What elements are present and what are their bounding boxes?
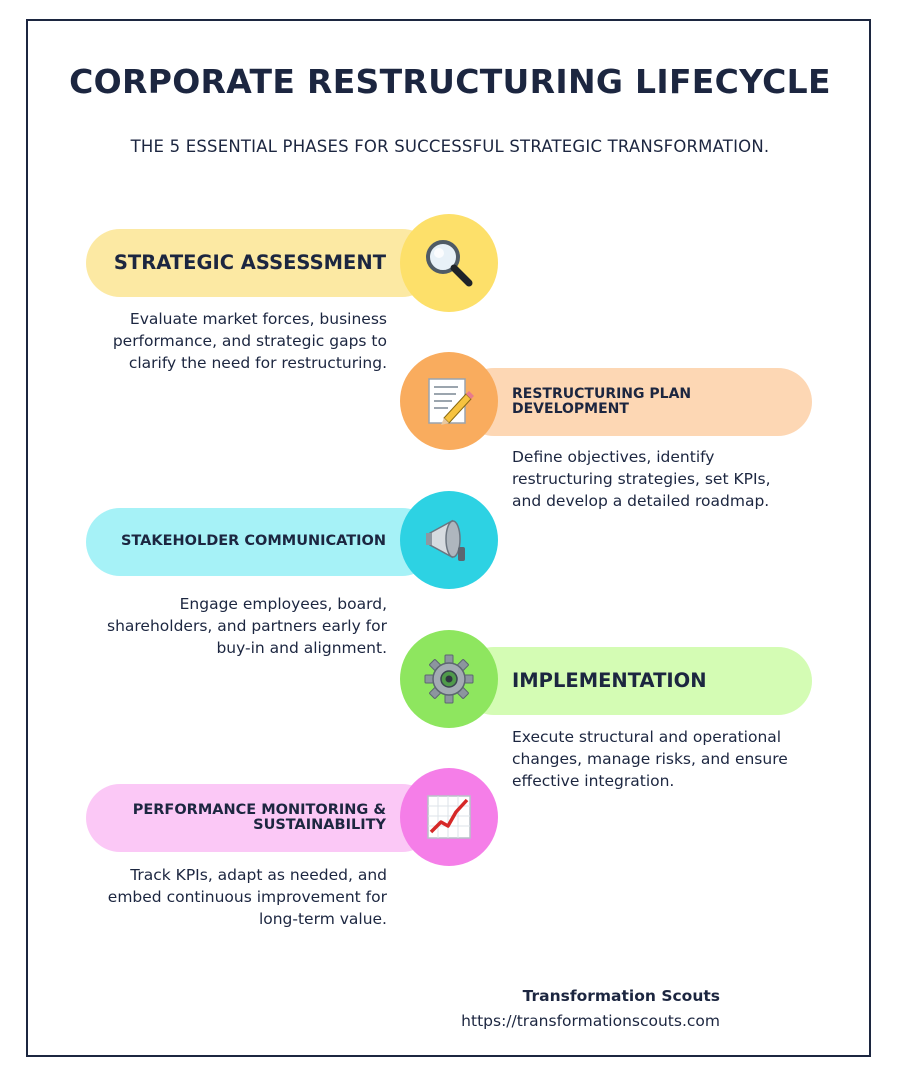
phase-3-pill xyxy=(86,508,436,576)
footer-url[interactable]: https://transformationscouts.com xyxy=(461,1012,720,1030)
magnifying-glass-icon xyxy=(422,236,476,290)
phase-5-pill xyxy=(86,784,436,852)
phase-2-description: Define objectives, identify restructuring strategies, set KPIs, and develop a detailed roadmap. xyxy=(512,448,771,510)
footer-brand: Transformation Scouts xyxy=(522,987,720,1005)
phase-2-circle xyxy=(400,352,498,450)
phase-4-pill xyxy=(460,647,812,715)
megaphone-icon xyxy=(422,513,476,567)
phase-3-label: STAKEHOLDER COMMUNICATION xyxy=(120,533,386,550)
phase-4-description: Execute structural and operational changes, manage risks, and ensure effective integration. xyxy=(512,728,788,790)
phase-4-circle xyxy=(400,630,498,728)
phase-5-description: Track KPIs, adapt as needed, and embed continuous improvement for long-term value. xyxy=(107,866,387,928)
phase-5-label: PERFORMANCE MONITORING & SUSTAINABILITY xyxy=(132,801,386,833)
phase-5-circle xyxy=(400,768,498,866)
memo-pencil-icon xyxy=(422,374,476,428)
phase-2-pill xyxy=(460,368,812,436)
page-title: CORPORATE RESTRUCTURING LIFECYCLE xyxy=(69,62,831,101)
phase-3-description: Engage employees, board, shareholders, and partners early for buy-in and alignment. xyxy=(107,595,387,657)
phase-2-label: RESTRUCTURING PLAN DEVELOPMENT xyxy=(512,386,692,417)
phase-4-label: IMPLEMENTATION xyxy=(512,668,707,692)
phase-1-circle xyxy=(400,214,498,312)
phase-1-pill xyxy=(86,229,436,297)
gear-icon xyxy=(422,652,476,706)
phase-3-circle xyxy=(400,491,498,589)
chart-increasing-icon xyxy=(422,790,476,844)
phase-1-description: Evaluate market forces, business performance, and strategic gaps to clarify the need for restructuring. xyxy=(112,310,387,372)
page-subtitle: THE 5 ESSENTIAL PHASES FOR SUCCESSFUL STRATEGIC TRANSFORMATION. xyxy=(130,137,770,156)
phase-1-label: STRATEGIC ASSESSMENT xyxy=(113,250,386,274)
